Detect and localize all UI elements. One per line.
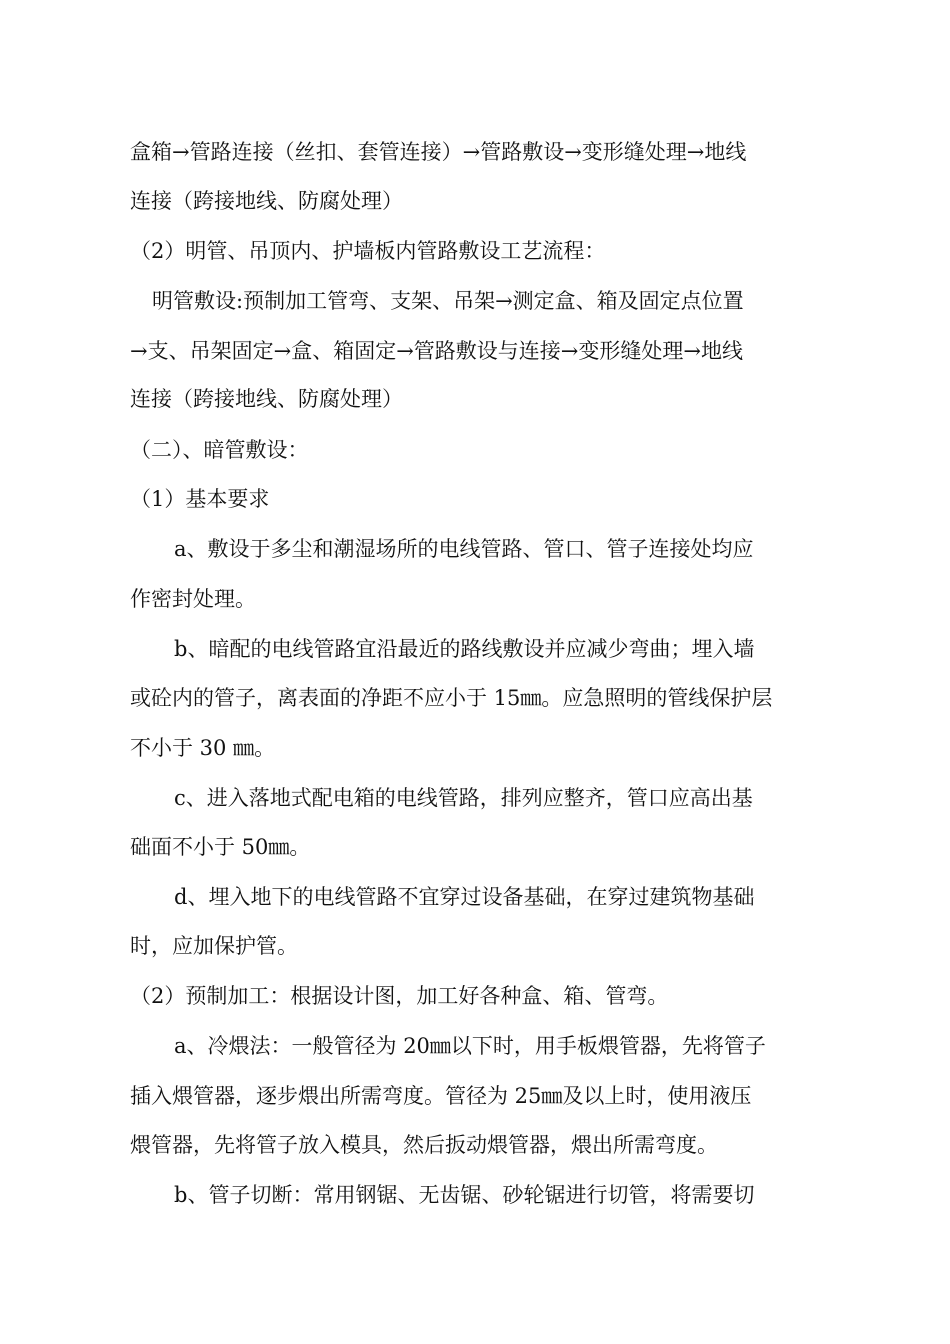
text-line: a、冷煨法：一般管径为 20㎜以下时，用手板煨管器，先将管子: [174, 1034, 766, 1058]
text-line: →支、吊架固定→盒、箱固定→管路敷设与连接→变形缝处理→地线: [130, 339, 743, 363]
subsection-heading: （1）基本要求: [130, 487, 270, 511]
text-line: 或砼内的管子，离表面的净距不应小于 15㎜。应急照明的管线保护层: [130, 686, 773, 710]
text-line: d、埋入地下的电线管路不宜穿过设备基础，在穿过建筑物基础: [174, 885, 755, 909]
section-heading: （二）、暗管敷设：: [130, 438, 309, 462]
text-line: 连接（跨接地线、防腐处理）: [130, 189, 403, 213]
text-line: 不小于 30 ㎜。: [130, 736, 276, 760]
text-line: 时，应加保护管。: [130, 934, 298, 958]
text-line: 连接（跨接地线、防腐处理）: [130, 387, 403, 411]
text-line: 础面不小于 50㎜。: [130, 835, 311, 859]
text-line: c、进入落地式配电箱的电线管路，排列应整齐，管口应高出基: [174, 786, 753, 810]
text-line: 煨管器，先将管子放入模具，然后扳动煨管器，煨出所需弯度。: [130, 1133, 718, 1157]
text-line: 作密封处理。: [130, 587, 256, 611]
text-line: （2）明管、吊顶内、护墙板内管路敷设工艺流程：: [130, 239, 606, 263]
text-line: a、敷设于多尘和潮湿场所的电线管路、管口、管子连接处均应: [174, 537, 754, 561]
text-line: 盒箱→管路连接（丝扣、套管连接）→管路敷设→变形缝处理→地线: [130, 140, 747, 164]
text-line: 插入煨管器，逐步煨出所需弯度。管径为 25㎜及以上时，使用液压: [130, 1084, 752, 1108]
text-line: 明管敷设:预制加工管弯、支架、吊架→测定盒、箱及固定点位置: [152, 289, 744, 313]
subsection-heading: （2）预制加工：根据设计图，加工好各种盒、箱、管弯。: [130, 984, 669, 1008]
text-line: b、管子切断：常用钢锯、无齿锯、砂轮锯进行切管，将需要切: [174, 1183, 755, 1207]
text-line: b、暗配的电线管路宜沿最近的路线敷设并应减少弯曲；埋入墙: [174, 637, 755, 661]
